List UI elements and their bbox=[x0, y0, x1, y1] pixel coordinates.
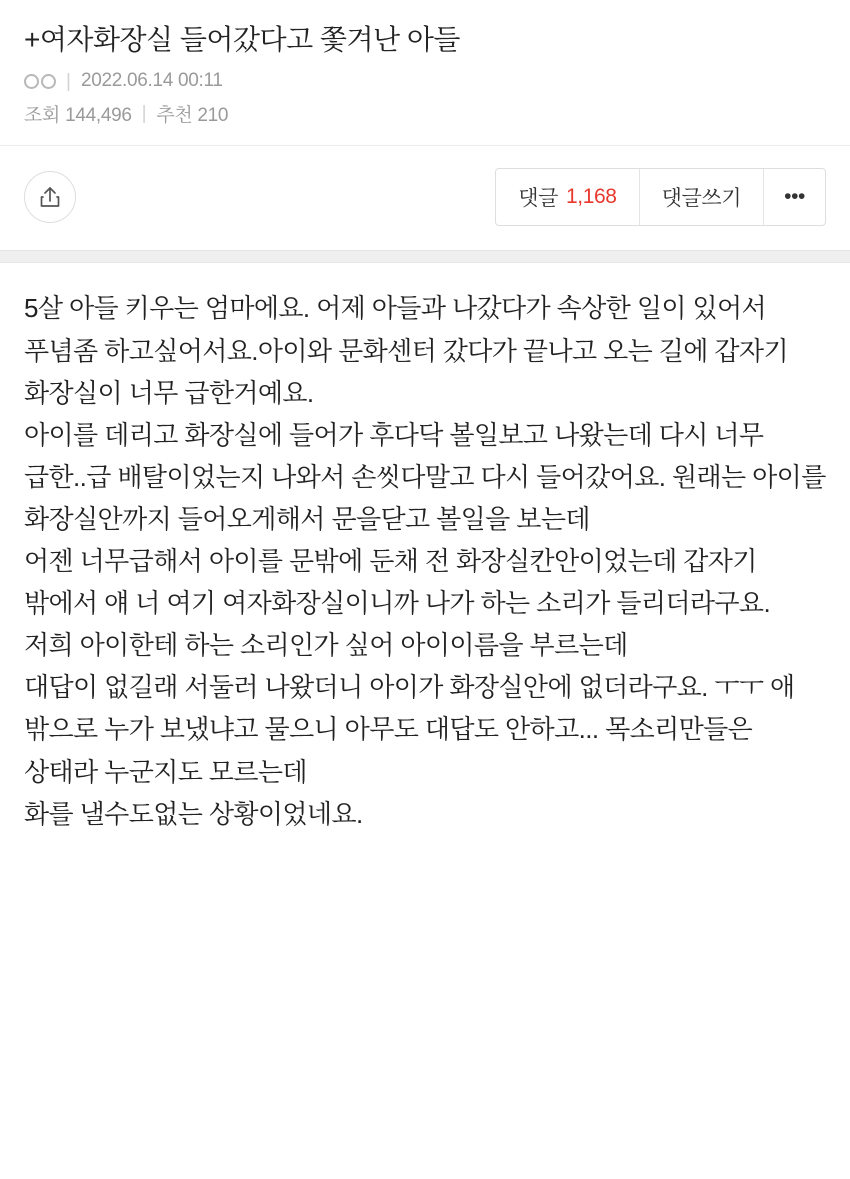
share-button[interactable] bbox=[24, 171, 76, 223]
content-paragraph: 대답이 없길래 서둘러 나왔더니 아이가 화장실안에 없더라구요. ㅜㅜ 애 밖으로 누가 보냈냐고 물으니 아무도 대답도 안하고... 목소리만들은 상태라 누군지도 모르는데 bbox=[24, 672, 795, 787]
comment-count-button[interactable] bbox=[496, 169, 638, 225]
view-count: 조회 144,496 bbox=[24, 105, 132, 127]
post-stats bbox=[24, 100, 826, 145]
share-icon bbox=[39, 185, 61, 209]
content-paragraph: 저희 아이한테 하는 소리인가 싶어 아이이름을 부르는데 bbox=[24, 630, 628, 661]
write-comment-label: 댓글쓰기 bbox=[661, 187, 742, 211]
avatar bbox=[24, 74, 56, 89]
like-count: 추천 210 bbox=[156, 105, 229, 127]
write-comment-button[interactable] bbox=[639, 169, 764, 225]
content-paragraph: 5살 아들 키우는 엄마에요. 어제 아들과 나갔다가 속상한 일이 있어서 푸념좀 하고싶어서요.아이와 문화센터 갔다가 끝나고 오는 길에 갑자기 화장실이 너무 급한거예요. bbox=[24, 293, 788, 408]
more-icon: ••• bbox=[784, 185, 805, 209]
action-bar bbox=[0, 145, 850, 250]
avatar-ring-icon bbox=[41, 74, 56, 89]
content-paragraph: 어젠 너무급해서 아이를 문밖에 둔채 전 화장실칸안이었는데 갑자기 밖에서 얘 너 여기 여자화장실이니까 나가 하는 소리가 들리더라구요. bbox=[24, 546, 771, 619]
stats-divider: | bbox=[141, 103, 147, 125]
section-divider bbox=[0, 250, 850, 263]
post-date: 2022.06.14 00:11 bbox=[80, 70, 223, 92]
content-paragraph: 아이를 데리고 화장실에 들어가 후다닥 볼일보고 나왔는데 다시 너무 급한..급 배탈이었는지 나와서 손씻다말고 다시 들어갔어요. 원래는 아이를 화장실안까지 들어오게해서 문을닫고 볼일을 보는데 bbox=[24, 419, 826, 534]
post-meta bbox=[24, 70, 826, 92]
post-content bbox=[0, 263, 850, 834]
comment-actions bbox=[495, 168, 826, 226]
avatar-ring-icon bbox=[24, 74, 39, 89]
more-options-button[interactable] bbox=[763, 169, 825, 225]
post-header bbox=[0, 0, 850, 145]
comment-label: 댓글 bbox=[518, 187, 559, 211]
comment-count: 1,168 bbox=[566, 185, 617, 209]
meta-divider: | bbox=[66, 70, 71, 92]
page-title: +여자화장실 들어갔다고 쫓겨난 아들 bbox=[24, 24, 460, 55]
content-paragraph: 화를 낼수도없는 상황이었네요. bbox=[24, 798, 363, 829]
